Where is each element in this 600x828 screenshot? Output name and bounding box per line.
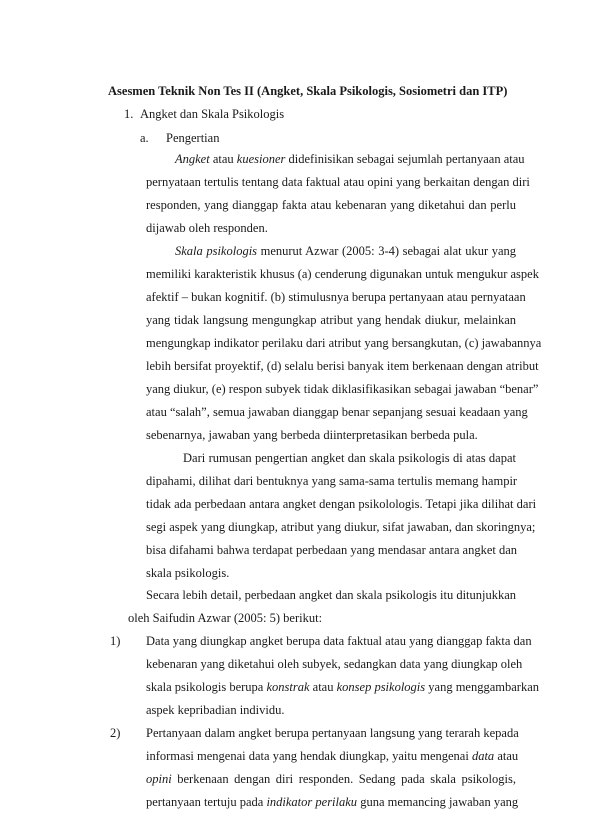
subsection-letter: a. (140, 131, 149, 145)
paragraph-line: Dari rumusan pengertian angket dan skala psikologis di atas dapat (183, 451, 516, 465)
paragraph-line: memiliki karakteristik khusus (a) cenderung digunakan untuk mengukur aspek (146, 267, 539, 281)
list-item-line: pertanyaan tertuju pada indikator perilaku guna memancing jawaban yang (146, 795, 519, 809)
paragraph-line: atau “salah”, semua jawaban dianggap benar sepanjang sesuai keadaan yang (146, 405, 528, 419)
list-item-line: informasi mengenai data yang hendak diungkap, yaitu mengenai data atau (146, 749, 519, 763)
paragraph-line: mengungkap indikator perilaku dari atribut yang bersangkutan, (c) jawabannya (146, 336, 542, 350)
list-item-line: Pertanyaan dalam angket berupa pertanyaan langsung yang terarah kepada (146, 726, 519, 740)
paragraph-line: dipahami, dilihat dari bentuknya yang sama-sama tertulis memang hampir (146, 474, 518, 488)
list-number: 1) (110, 634, 121, 648)
paragraph-line: segi aspek yang diungkap, atribut yang diukur, sifat jawaban, dan skoringnya; (146, 520, 536, 534)
list-item-line: skala psikologis berupa konstrak atau konsep psikologis yang menggambarkan (146, 680, 540, 694)
paragraph-line: lebih bersifat proyektif, (d) selalu berisi banyak item berkenaan dengan atribut (146, 359, 539, 373)
paragraph-line: bisa difahami bahwa terdapat perbedaan yang mendasar antara angket dan (146, 543, 518, 557)
paragraph-line: pernyataan tertulis tentang data faktual atau opini yang berkaitan dengan diri (146, 175, 530, 189)
paragraph-line: Angket atau kuesioner didefinisikan sebagai sejumlah pertanyaan atau (175, 152, 525, 166)
paragraph-line: tidak ada perbedaan antara angket dengan psikolologis. Tetapi jika dilihat dari (146, 497, 537, 511)
section-heading: Angket dan Skala Psikologis (140, 107, 285, 121)
paragraph-line: oleh Saifudin Azwar (2005: 5) berikut: (128, 611, 323, 625)
paragraph-line: yang tidak langsung mengungkap atribut yang hendak diukur, melainkan (146, 313, 516, 327)
list-item-line: opini berkenaan dengan diri responden. Sedang pada skala psikologis, (146, 772, 516, 786)
list-item-line: aspek kepribadian individu. (146, 703, 285, 717)
paragraph-line: Skala psikologis menurut Azwar (2005: 3-4) sebagai alat ukur yang (175, 244, 516, 258)
subsection-heading: Pengertian (166, 131, 220, 145)
paragraph-line: yang diukur, (e) respon subyek tidak diklasifikasikan sebagai jawaban “benar” (146, 382, 539, 396)
paragraph-line: Secara lebih detail, perbedaan angket dan skala psikologis itu ditunjukkan (146, 588, 517, 602)
section-number: 1. (124, 107, 134, 121)
paragraph-line: sebenarnya, jawaban yang berbeda diinterpretasikan berbeda pula. (146, 428, 478, 442)
paragraph-line: afektif – bukan kognitif. (b) stimulusnya berupa pertanyaan atau pernyataan (146, 290, 526, 304)
paragraph-line: responden, yang dianggap fakta atau kebenaran yang diketahui dan perlu (146, 198, 516, 212)
list-number: 2) (110, 726, 121, 740)
list-item-line: kebenaran yang diketahui oleh subyek, sedangkan data yang diungkap oleh (146, 657, 523, 671)
list-item-line: Data yang diungkap angket berupa data faktual atau yang dianggap fakta dan (146, 634, 532, 648)
paragraph-line: skala psikologis. (146, 566, 230, 580)
document-title: Asesmen Teknik Non Tes II (Angket, Skala Psikologis, Sosiometri dan ITP) (108, 84, 508, 98)
paragraph-line: dijawab oleh responden. (146, 221, 268, 235)
